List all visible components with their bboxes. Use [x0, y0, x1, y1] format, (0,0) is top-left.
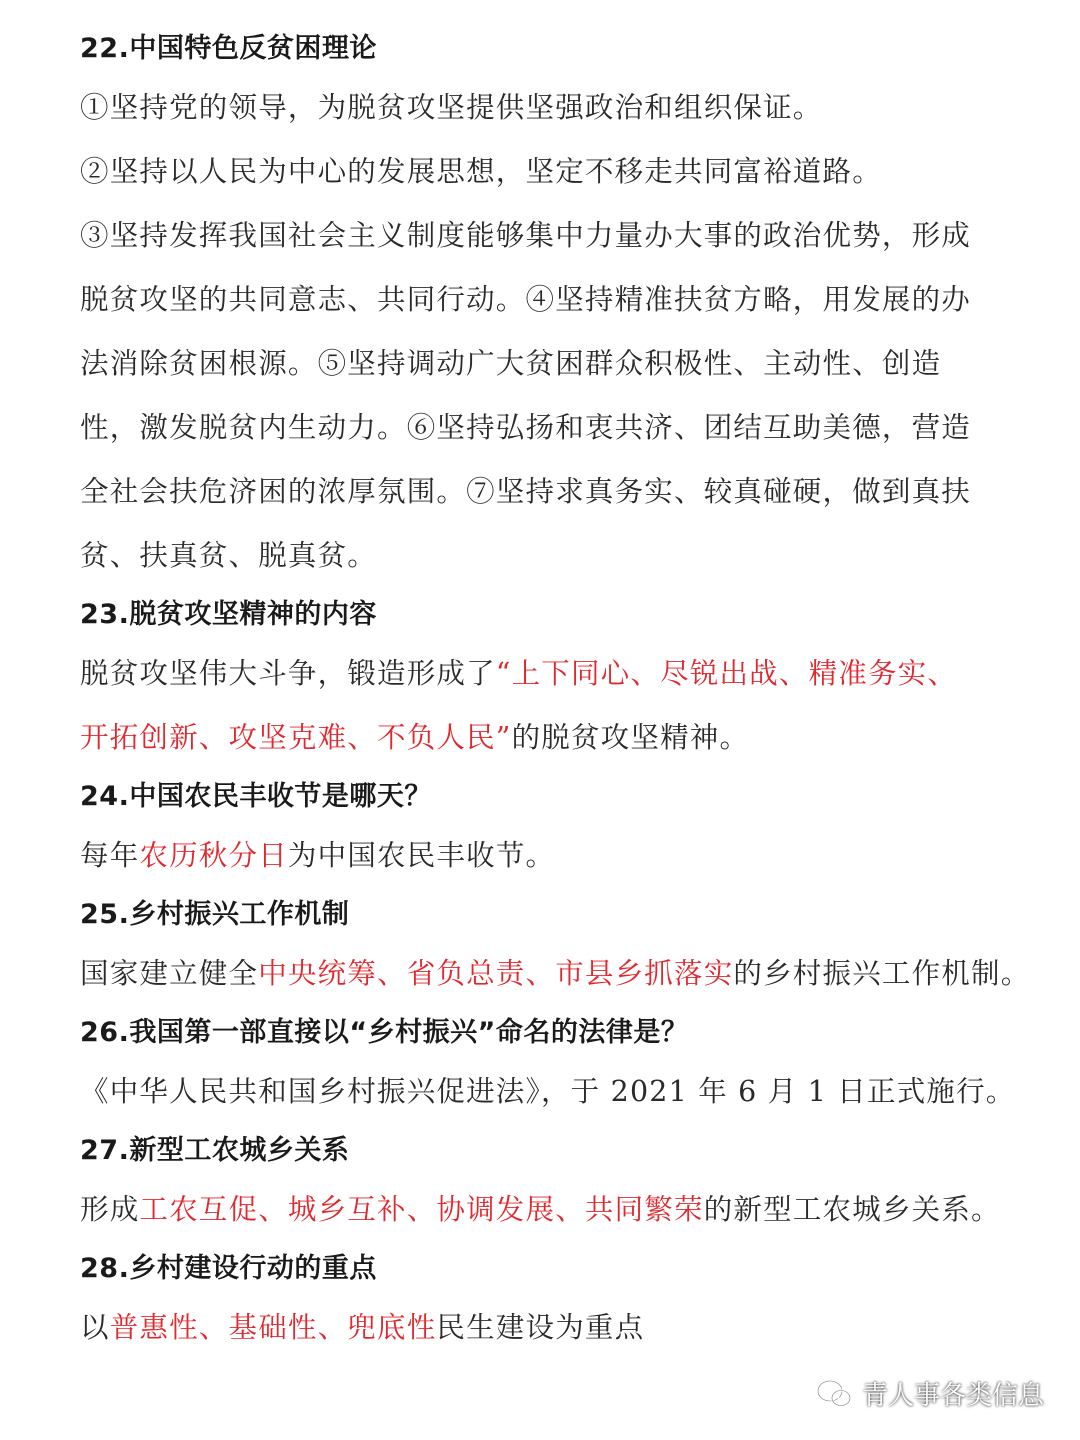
section-23-text-before: 脱贫攻坚伟大斗争，锻造形成了	[80, 657, 496, 690]
section-22-item-2: ②坚持以人民为中心的发展思想，坚定不移走共同富裕道路。	[80, 155, 882, 188]
section-24-body	[80, 824, 980, 888]
section-26-body: 《中华人民共和国乡村振兴促进法》，于 2021 年 6 月 1 日正式施行。	[80, 1075, 1016, 1108]
section-25-body	[80, 942, 1031, 1006]
section-28-text-before: 以	[80, 1311, 110, 1344]
section-24-text-before: 每年	[80, 839, 140, 872]
section-27-text-before: 形成	[80, 1193, 140, 1226]
section-24-text-after: 为中国农民丰收节。	[287, 839, 556, 872]
section-28-text-after: 民生建设为重点	[436, 1311, 645, 1344]
section-heading-26: 26.我国第一部直接以“乡村振兴”命名的法律是？	[80, 1017, 689, 1048]
section-heading-24: 24.中国农民丰收节是哪天？	[80, 781, 432, 812]
section-heading-27: 27.新型工农城乡关系	[80, 1135, 350, 1166]
section-27-highlight: 工农互促、城乡互补、协调发展、共同繁荣	[139, 1193, 704, 1226]
section-28-highlight: 普惠性、基础性、兜底性	[109, 1311, 437, 1344]
section-heading-22: 22.中国特色反贫困理论	[80, 33, 377, 64]
wechat-icon	[816, 1379, 852, 1409]
section-22-item-1: ①坚持党的领导，为脱贫攻坚提供坚强政治和组织保证。	[80, 91, 823, 124]
section-heading-23: 23.脱贫攻坚精神的内容	[80, 599, 377, 630]
watermark-label: 青人事各类信息	[861, 1381, 1044, 1411]
section-25-text-after: 的乡村振兴工作机制。	[733, 957, 1031, 990]
section-23-body	[80, 642, 980, 770]
section-22-item-3: ③坚持发挥我国社会主义制度能够集中力量办大事的政治优势，形成脱贫攻坚的共同意志、共同行动。④坚持精准扶贫方略，用发展的办法消除贫困根源。⑤坚持调动广大贫困群众积极性、主动性、创造性，激发脱贫内生动力。⑥坚持弘扬和衷共济、团结互助美德，营造全社会扶危济困的浓厚氛围。⑦坚持求真务实、较真碰硬，做到真扶贫、扶真贫、脱真贫。	[80, 219, 972, 572]
section-25-text-before: 国家建立健全	[80, 957, 259, 990]
section-23-highlight: “上下同心、尽锐出战、精准务实、开拓创新、攻坚克难、不负人民”	[80, 657, 958, 754]
section-heading-25: 25.乡村振兴工作机制	[80, 899, 350, 930]
section-23-text-after: 的脱贫攻坚精神。	[511, 721, 750, 754]
document-page	[80, 22, 1031, 1360]
section-28-body	[80, 1296, 980, 1360]
section-25-highlight: 中央统筹、省负总责、市县乡抓落实	[258, 957, 734, 990]
watermark	[816, 1375, 1044, 1412]
section-24-highlight: 农历秋分日	[139, 839, 288, 872]
section-27-body	[80, 1178, 1001, 1242]
section-27-text-after: 的新型工农城乡关系。	[703, 1193, 1001, 1226]
section-heading-28: 28.乡村建设行动的重点	[80, 1253, 377, 1284]
